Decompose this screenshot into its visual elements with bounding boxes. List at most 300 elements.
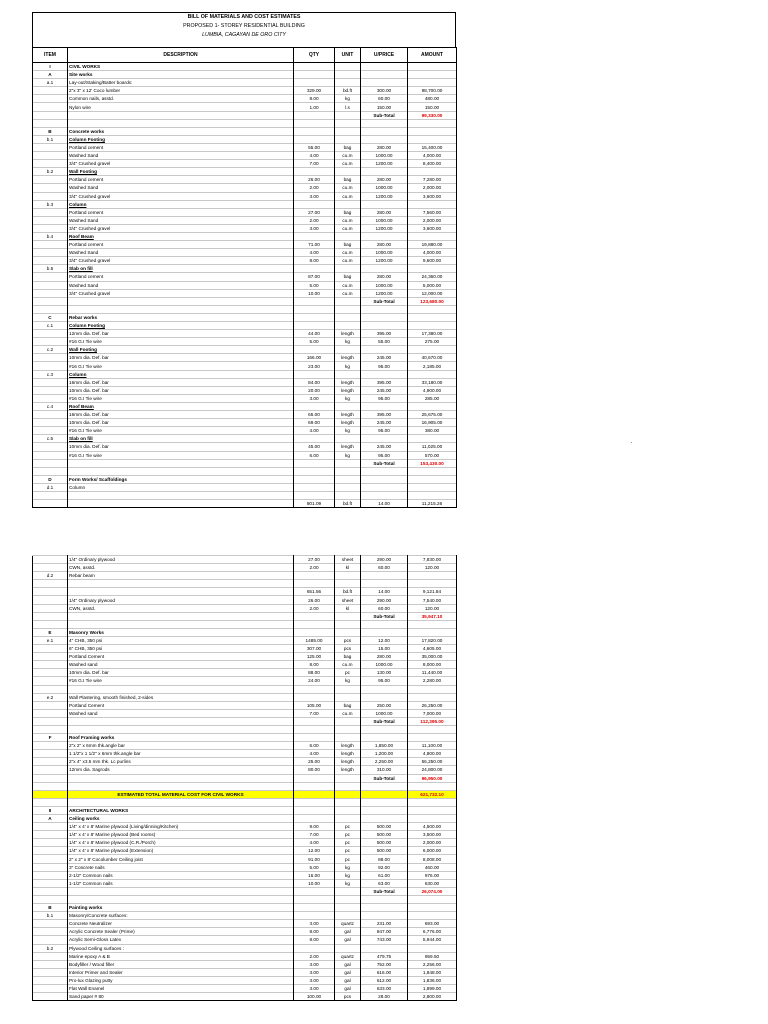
item-code <box>33 661 68 669</box>
item-code <box>33 952 68 960</box>
unit <box>335 475 361 483</box>
item-code <box>33 184 68 192</box>
quantity: 3.00 <box>294 968 335 976</box>
amount: 17,380.00 <box>408 330 457 338</box>
table-row <box>33 143 457 151</box>
table-row <box>33 451 457 459</box>
item-code <box>33 895 68 903</box>
item-code <box>33 119 68 127</box>
table-row <box>33 103 457 111</box>
description: ESTIMATED TOTAL MATERIAL COST FOR CIVIL WORKS <box>68 790 294 798</box>
unit-price: 60.00 <box>361 604 408 612</box>
table-row <box>33 192 457 200</box>
quantity <box>294 111 335 119</box>
quantity: 26.00 <box>294 596 335 604</box>
description: 2-1/2" Common nails <box>68 871 294 879</box>
item-code: c.3 <box>33 370 68 378</box>
description: Painting works <box>68 904 294 912</box>
quantity: 10.00 <box>294 289 335 297</box>
quantity: 3.00 <box>294 960 335 968</box>
unit-price: 95.00 <box>361 427 408 435</box>
item-code <box>33 976 68 984</box>
item-code: A <box>33 815 68 823</box>
table-row <box>33 241 457 249</box>
unit: bag <box>335 241 361 249</box>
unit-price: 1000.00 <box>361 661 408 669</box>
table-row <box>33 628 457 636</box>
quantity <box>294 572 335 580</box>
unit <box>335 346 361 354</box>
item-code <box>33 855 68 863</box>
unit: pc <box>335 823 361 831</box>
table-row <box>33 758 457 766</box>
item-code <box>33 451 68 459</box>
description: 6" CHB, 350 psi <box>68 645 294 653</box>
quantity <box>294 119 335 127</box>
unit: length <box>335 386 361 394</box>
unit-price <box>361 483 408 491</box>
description <box>68 774 294 782</box>
table-row <box>33 806 457 814</box>
table-row <box>33 976 457 984</box>
amount: 7,560.00 <box>408 208 457 216</box>
item-code <box>33 798 68 806</box>
item-code <box>33 984 68 992</box>
amount <box>408 483 457 491</box>
table-row <box>33 370 457 378</box>
unit <box>335 127 361 135</box>
table-row <box>33 944 457 952</box>
unit: length <box>335 411 361 419</box>
amount: 693.00 <box>408 920 457 928</box>
unit: bag <box>335 208 361 216</box>
table-row <box>33 467 457 475</box>
quantity: 6.00 <box>294 742 335 750</box>
item-code <box>33 443 68 451</box>
description: Portland cement <box>68 241 294 249</box>
unit-price: 395.00 <box>361 330 408 338</box>
description: Washed sand <box>68 709 294 717</box>
quantity <box>294 297 335 305</box>
description: Portland cement <box>68 176 294 184</box>
quantity: 8.00 <box>294 257 335 265</box>
amount: 1,848.00 <box>408 968 457 976</box>
item-code: B <box>33 127 68 135</box>
quantity <box>294 71 335 79</box>
table-row <box>33 960 457 968</box>
item-code <box>33 653 68 661</box>
quantity <box>294 612 335 620</box>
amount: 5,944.00 <box>408 936 457 944</box>
quantity: 100.00 <box>294 993 335 1001</box>
unit-price: 95.00 <box>361 362 408 370</box>
column-header: U/PRICE <box>361 48 408 63</box>
quantity <box>294 168 335 176</box>
table-row <box>33 701 457 709</box>
table-row <box>33 71 457 79</box>
table-row <box>33 717 457 725</box>
item-code <box>33 338 68 346</box>
unit: length <box>335 443 361 451</box>
amount: 33,180.00 <box>408 378 457 386</box>
item-code <box>33 394 68 402</box>
quantity <box>294 491 335 499</box>
unit: kg <box>335 879 361 887</box>
unit: gal <box>335 936 361 944</box>
table-row <box>33 265 457 273</box>
unit-price: 1200.00 <box>361 257 408 265</box>
quantity: 2.00 <box>294 216 335 224</box>
amount <box>408 168 457 176</box>
table-row <box>33 249 457 257</box>
unit-price <box>361 313 408 321</box>
description: Masonry/Concrete surfaces: <box>68 912 294 920</box>
unit-price: 55.00 <box>361 338 408 346</box>
description: Column <box>68 370 294 378</box>
unit <box>335 685 361 693</box>
description: Rebar works <box>68 313 294 321</box>
amount <box>408 322 457 330</box>
amount: 630.00 <box>408 879 457 887</box>
unit <box>335 79 361 87</box>
description <box>68 782 294 790</box>
unit-price <box>361 370 408 378</box>
unit-price: 245.00 <box>361 354 408 362</box>
unit <box>335 168 361 176</box>
table-row <box>33 904 457 912</box>
unit-price <box>361 693 408 701</box>
description: Wall Plastering, smooth finished, 2-sides <box>68 693 294 701</box>
description: Lay-out/Staking/Batter boards: <box>68 79 294 87</box>
unit: pc <box>335 839 361 847</box>
amount <box>408 200 457 208</box>
quantity: 55.00 <box>294 143 335 151</box>
unit: cu.m <box>335 257 361 265</box>
description: 1/4" x 4' x 8' Marine plywood (Bed rooms) <box>68 831 294 839</box>
unit: pc <box>335 855 361 863</box>
unit: cu.m <box>335 152 361 160</box>
amount: 26,250.00 <box>408 701 457 709</box>
item-code <box>33 588 68 596</box>
quantity <box>294 628 335 636</box>
quantity: 5.00 <box>294 863 335 871</box>
amount: 6,776.00 <box>408 928 457 936</box>
unit-price: 95.00 <box>361 451 408 459</box>
item-code <box>33 831 68 839</box>
item-code: e.1 <box>33 636 68 644</box>
table-row <box>33 879 457 887</box>
amount <box>408 734 457 742</box>
table-row <box>33 895 457 903</box>
unit <box>335 435 361 443</box>
unit-price: 1000.00 <box>361 216 408 224</box>
amount: 2,280.00 <box>408 677 457 685</box>
description: 1/4" x 4' x 8' Marine plywood (C.R./Porch) <box>68 839 294 847</box>
item-code <box>33 289 68 297</box>
amount <box>408 725 457 733</box>
item-code <box>33 143 68 151</box>
unit <box>335 912 361 920</box>
unit <box>335 111 361 119</box>
description: 1/4" Ordinary plywood <box>68 596 294 604</box>
table-row <box>33 168 457 176</box>
description: 1/4" x 4' x 8' Marine plywood (Living/dinning/Kitchen) <box>68 823 294 831</box>
table-row <box>33 984 457 992</box>
description <box>68 887 294 895</box>
description: Washed sand <box>68 661 294 669</box>
item-code <box>33 411 68 419</box>
description <box>68 725 294 733</box>
table-row <box>33 160 457 168</box>
amount: 98,700.00 <box>408 87 457 95</box>
table-row <box>33 669 457 677</box>
unit-price: 280.00 <box>361 653 408 661</box>
table-row <box>33 790 457 798</box>
description: CWN, asstd. <box>68 564 294 572</box>
item-code <box>33 419 68 427</box>
amount <box>408 79 457 87</box>
description: Roof Framing works <box>68 734 294 742</box>
unit-price <box>361 475 408 483</box>
unit: pc <box>335 847 361 855</box>
amount: 11,215.26 <box>408 500 457 508</box>
unit: cu.m <box>335 216 361 224</box>
amount: 5,000.00 <box>408 281 457 289</box>
unit <box>335 580 361 588</box>
quantity: 166.00 <box>294 354 335 362</box>
amount: 570.00 <box>408 451 457 459</box>
table-row <box>33 645 457 653</box>
unit-price: 395.00 <box>361 411 408 419</box>
quantity: 307.00 <box>294 645 335 653</box>
unit: l.s <box>335 103 361 111</box>
quantity: 329.00 <box>294 87 335 95</box>
unit-price <box>361 734 408 742</box>
quantity <box>294 693 335 701</box>
unit: bd.ft <box>335 500 361 508</box>
unit-price <box>361 305 408 313</box>
quantity: 3.00 <box>294 976 335 984</box>
item-code <box>33 378 68 386</box>
table-row <box>33 176 457 184</box>
unit-price: 1,200.00 <box>361 750 408 758</box>
unit-price: 310.00 <box>361 766 408 774</box>
quantity: 65.00 <box>294 411 335 419</box>
unit-price: 290.00 <box>361 596 408 604</box>
unit-price: 14.00 <box>361 588 408 596</box>
amount: 4,000.00 <box>408 249 457 257</box>
unit-price: 616.00 <box>361 968 408 976</box>
item-code: e.2 <box>33 693 68 701</box>
unit: sheet <box>335 556 361 564</box>
table-row <box>33 386 457 394</box>
description: Marine epoxy A & B <box>68 952 294 960</box>
unit: kg <box>335 677 361 685</box>
quantity: 7.00 <box>294 160 335 168</box>
table-row <box>33 580 457 588</box>
table-row <box>33 354 457 362</box>
description: Form Works/ Scaffoldings <box>68 475 294 483</box>
unit: length <box>335 419 361 427</box>
description: #16 G.I Tie wire <box>68 677 294 685</box>
item-code: E <box>33 628 68 636</box>
quantity <box>294 475 335 483</box>
item-code: F <box>33 734 68 742</box>
unit-price <box>361 912 408 920</box>
item-code: D <box>33 475 68 483</box>
unit <box>335 71 361 79</box>
quantity: 27.00 <box>294 556 335 564</box>
table-row <box>33 273 457 281</box>
unit <box>335 63 361 71</box>
table-row <box>33 912 457 920</box>
unit <box>335 798 361 806</box>
quantity: 7.00 <box>294 831 335 839</box>
unit-price: 95.00 <box>361 394 408 402</box>
amount: 120.00 <box>408 564 457 572</box>
amount: 40,670.00 <box>408 354 457 362</box>
unit-price <box>361 346 408 354</box>
quantity: 16.00 <box>294 871 335 879</box>
item-code: b.3 <box>33 200 68 208</box>
unit-price <box>361 63 408 71</box>
document-location: LUMBIA, CAGAYAN DE ORO CITY <box>202 32 286 38</box>
unit-price <box>361 572 408 580</box>
unit-price: 280.00 <box>361 176 408 184</box>
unit <box>335 620 361 628</box>
quantity: 91.00 <box>294 855 335 863</box>
amount: 3,600.00 <box>408 192 457 200</box>
item-code <box>33 249 68 257</box>
unit: length <box>335 766 361 774</box>
table-row <box>33 774 457 782</box>
description <box>68 580 294 588</box>
description: Roof Beam <box>68 402 294 410</box>
unit <box>335 370 361 378</box>
table-row <box>33 572 457 580</box>
item-code <box>33 297 68 305</box>
unit-price: 1,850.00 <box>361 742 408 750</box>
table-row <box>33 742 457 750</box>
quantity <box>294 402 335 410</box>
item-code <box>33 216 68 224</box>
table-row <box>33 612 457 620</box>
description: 1 1/2"x 1 1/2" x 6mm thk.angle bar <box>68 750 294 758</box>
amount <box>408 895 457 903</box>
description <box>68 620 294 628</box>
description: 1/4" Ordinary plywood <box>68 556 294 564</box>
column-header-row <box>33 48 457 63</box>
unit-price: 633.00 <box>361 984 408 992</box>
description: 1/4" x 4' x 8' Marine plywood (Extension) <box>68 847 294 855</box>
quantity <box>294 904 335 912</box>
boq-table-page-2 <box>32 555 457 1001</box>
unit-price <box>361 904 408 912</box>
item-code <box>33 241 68 249</box>
unit-price <box>361 127 408 135</box>
quantity: 6.00 <box>294 451 335 459</box>
amount: 11,025.00 <box>408 443 457 451</box>
item-code <box>33 556 68 564</box>
table-row <box>33 200 457 208</box>
description: 2"x 3" x 12' Coco lumber <box>68 87 294 95</box>
amount: 285.00 <box>408 394 457 402</box>
unit <box>335 135 361 143</box>
quantity: 10.00 <box>294 879 335 887</box>
amount: 8,400.00 <box>408 160 457 168</box>
unit: length <box>335 742 361 750</box>
item-code: c.4 <box>33 402 68 410</box>
quantity <box>294 127 335 135</box>
description: 12mm dia. Sagrods <box>68 766 294 774</box>
item-code <box>33 701 68 709</box>
document-header <box>32 12 456 47</box>
description <box>68 798 294 806</box>
table-row <box>33 685 457 693</box>
item-code: II <box>33 806 68 814</box>
unit-price: 280.00 <box>361 273 408 281</box>
item-code <box>33 742 68 750</box>
unit <box>335 628 361 636</box>
unit-price: 14.00 <box>361 500 408 508</box>
table-row <box>33 224 457 232</box>
unit: length <box>335 354 361 362</box>
description: 3/4" Crushed gravel <box>68 289 294 297</box>
unit-price <box>361 265 408 273</box>
unit-price <box>361 322 408 330</box>
table-row <box>33 831 457 839</box>
unit <box>335 483 361 491</box>
quantity <box>294 620 335 628</box>
unit <box>335 572 361 580</box>
table-row <box>33 920 457 928</box>
quantity <box>294 200 335 208</box>
unit-price <box>361 71 408 79</box>
quantity: 2.00 <box>294 952 335 960</box>
description: 2"x 4" x3.5 mm thk. Lc purlins <box>68 758 294 766</box>
description: Roof Beam <box>68 232 294 240</box>
amount: 2,185.00 <box>408 362 457 370</box>
boq-table-page-1 <box>32 47 457 508</box>
unit: gal <box>335 976 361 984</box>
description <box>68 685 294 693</box>
item-code: C <box>33 313 68 321</box>
item-code <box>33 620 68 628</box>
quantity <box>294 63 335 71</box>
item-code: d.1 <box>33 483 68 491</box>
table-row <box>33 152 457 160</box>
item-code <box>33 459 68 467</box>
quantity <box>294 717 335 725</box>
unit: pcs <box>335 636 361 644</box>
item-code <box>33 273 68 281</box>
description: Column <box>68 200 294 208</box>
unit: gal <box>335 984 361 992</box>
table-row <box>33 184 457 192</box>
quantity: 12.00 <box>294 847 335 855</box>
table-row <box>33 725 457 733</box>
amount: 11,100.00 <box>408 742 457 750</box>
description: CWN, asstd. <box>68 604 294 612</box>
item-code: b.2 <box>33 944 68 952</box>
table-row <box>33 63 457 71</box>
unit: kg <box>335 95 361 103</box>
quantity: 4.00 <box>294 427 335 435</box>
quantity: 801.09 <box>294 500 335 508</box>
item-code <box>33 257 68 265</box>
quantity <box>294 232 335 240</box>
unit-price: Sub-Total <box>361 297 408 305</box>
